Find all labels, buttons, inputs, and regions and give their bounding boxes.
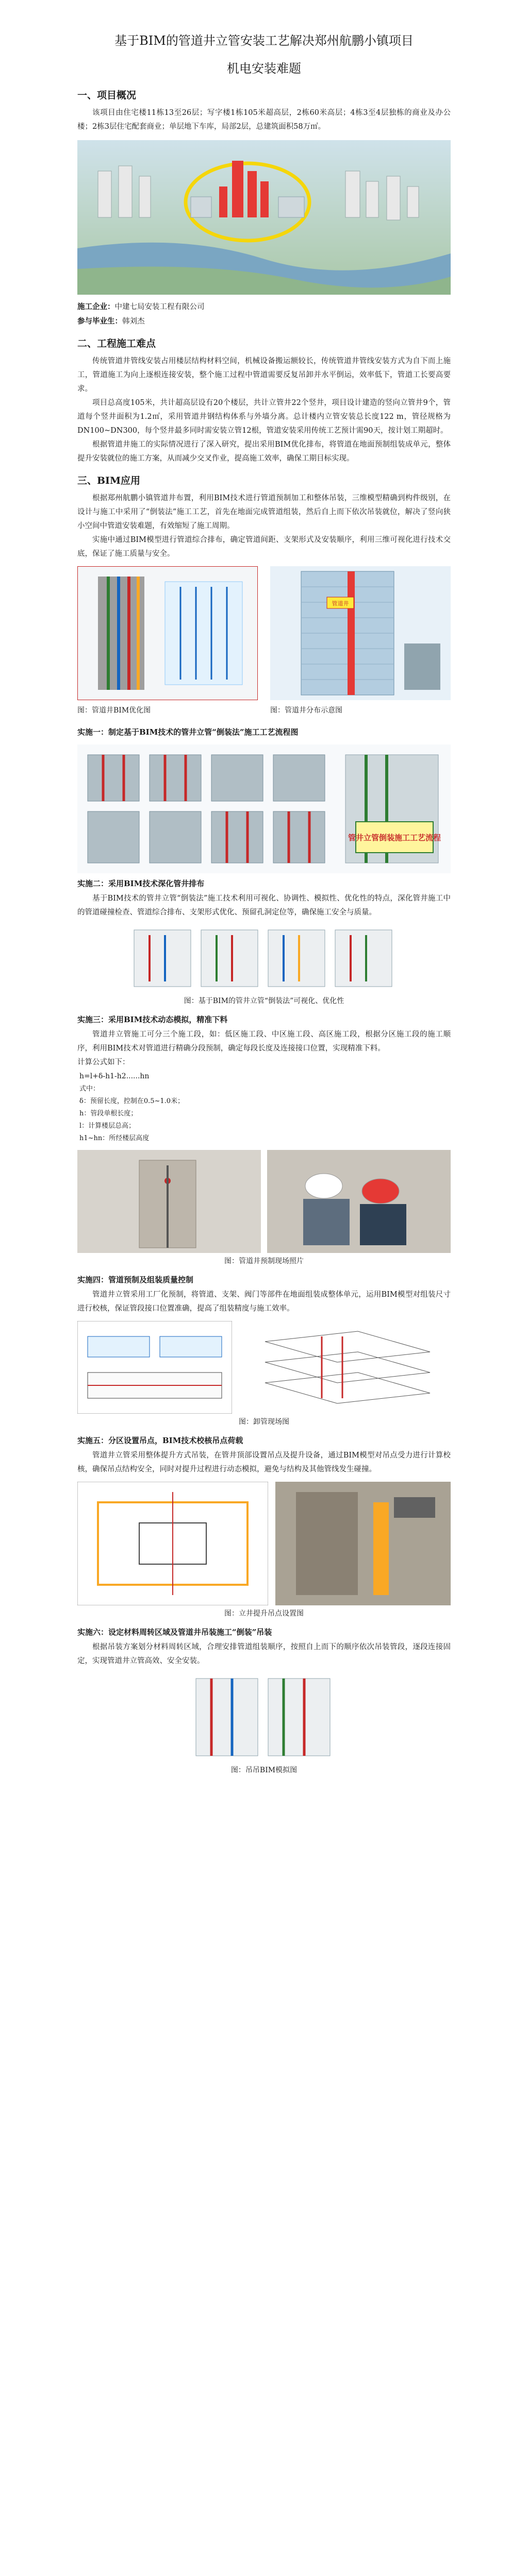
flow-figure-label: 管井立管倒装施工工艺流程 <box>348 833 441 842</box>
author-name: 韩刘杰 <box>122 317 145 326</box>
implementation-6-label: 实施六：设定材料周转区域及管道井吊装施工“倒装”吊装 <box>77 1628 272 1637</box>
difficulty-paragraph-3: 根据管道井施工的实际情况进行了深入研究，提出采用BIM优化排布，将管道在地面预制组装成单元，整体提升安装就位的施工方案，从而减少交叉作业，提高施工效率，确保工期目标实现。 <box>77 440 451 463</box>
lift-simulation-illustration <box>77 1673 451 1761</box>
formula-intro: 计算公式如下： <box>77 1058 130 1066</box>
unloading-drawing-right <box>244 1321 451 1414</box>
aerial-photo <box>77 140 451 295</box>
document-page <box>77 0 451 2576</box>
visualization-illustration <box>77 925 451 992</box>
implementation-1-label: 实施一：制定基于BIM技术的管井立管“倒装法”施工工艺流程图 <box>77 727 299 737</box>
lift-simulation-figure <box>77 1673 451 1761</box>
section-heading-difficulties: 二、工程施工难点 <box>77 338 156 349</box>
implementation-2-label: 实施二：采用BIM技术深化管井排布 <box>77 879 205 888</box>
site-photo-left <box>77 1150 261 1253</box>
document-subtitle: 机电安装难题 <box>227 61 301 76</box>
formula-note-title: 式中： <box>79 1085 100 1093</box>
implementation-3-label: 实施三：采用BIM技术动态模拟，精准下料 <box>77 1015 228 1024</box>
implementation-4-label: 实施四：管道预制及组装质量控制 <box>77 1275 194 1284</box>
implementation-5-paragraph: 管道井立管采用整体提升方式吊装，在管井顶部设置吊点及提升设备，通过BIM模型对吊点受力进行计算校核，确保吊点结构安全，同时对提升过程进行动态模拟，避免与结构及其他管线发生碰撞。 <box>77 1451 451 1473</box>
difficulty-paragraph-2: 项目总高度105米，共计超高层设有20个楼层，共计立管井22个竖井，项目设计建造的竖向立管井9个，管道每个竖井面积为1.2㎡，采用管道井钢结构体系与外墙分离。总计楼内立管安装总长度122 m，管径规格为DN100~DN300，每个竖井最多同时需安装立管12根，管道安装采用传统工艺预计需90天，按计划工期超时。 <box>77 399 451 435</box>
flow-figure <box>77 744 451 873</box>
hoist-figure-row <box>77 1482 451 1605</box>
figure-bim-optimization-caption: 图：管道井BIM优化图 <box>77 706 151 715</box>
visualization-figure <box>77 925 451 992</box>
difficulty-paragraph-1: 传统管道井管线安装占用楼层结构材料空间，机械设备搬运额较长，传统管道井管线安装方式为自下而上施工，管道施工为向上逐根连接安装，整个施工过程中管道需要反复吊卸并水平倒运，效率低下，管道工长要高要求。 <box>77 357 451 393</box>
implementation-5-label: 实施五：分区设置吊点，BIM技术校核吊点荷载 <box>77 1436 243 1445</box>
figure-bim-optimization <box>77 566 258 722</box>
figure-shaft-distribution-caption: 图：管道井分布示意图 <box>270 706 342 715</box>
author-line <box>77 314 451 329</box>
lift-simulation-caption: 图：吊吊BIM模拟图 <box>230 1766 298 1774</box>
document-title: 基于BIM的管道井立管安装工艺解决郑州航鹏小镇项目 <box>114 33 414 48</box>
bim-optimization-illustration <box>77 566 258 700</box>
hoist-caption: 图：立井提升吊点设置图 <box>224 1609 304 1618</box>
figure-shaft-distribution <box>270 566 451 722</box>
implementation-3-paragraph: 管道井立管施工可分三个施工段，如：低区施工段、中区施工段、高区施工段，根据分区施工段的施工顺序，利用BIM技术对管道进行精确分段预制，确定每段长度及连接接口位置，实现精准下料。 <box>77 1030 451 1053</box>
shaft-distribution-illustration <box>270 566 451 700</box>
unloading-figure-row <box>77 1321 451 1414</box>
formula-note-4: h1~hn：所经楼层高度 <box>79 1134 150 1142</box>
aerial-photo-illustration <box>77 140 451 295</box>
section-heading-bim: 三、BIM应用 <box>77 475 140 486</box>
builder-line <box>77 300 451 314</box>
figure-row-1 <box>77 566 451 722</box>
formula: h=l+δ-h1-h2......hn <box>79 1072 150 1080</box>
hoist-photo <box>275 1482 451 1605</box>
implementation-4-paragraph: 管道井立管采用工厂化预制，将管道、支架、阀门等部件在地面组装成整体单元，运用BIM模型对组装尺寸进行校核，保证管段接口位置准确，提高了组装精度与施工效率。 <box>77 1291 451 1313</box>
overview-paragraph: 该项目由住宅楼11栋13至26层；写字楼1栋105米超高层，2栋60米高层；4栋3至4层独栋的商业及办公楼；2栋3层住宅配套商业；单层地下车库，局部2层，总建筑面积58万㎡。 <box>77 109 451 131</box>
formula-note-3: l：计算楼层总高； <box>79 1122 136 1130</box>
site-photo-caption: 图：管道井预制现场照片 <box>224 1257 304 1265</box>
bim-paragraph-2: 实施中通过BIM模型进行管道综合排布，确定管道间距、支架形式及安装顺序，利用三维可视化进行技术交底，保证了施工质量与安全。 <box>77 536 451 558</box>
unloading-drawing-left <box>77 1321 232 1414</box>
visualization-caption: 图：基于BIM的管井立管“倒装法”可视化、优化性 <box>184 997 344 1005</box>
hoist-drawing <box>77 1482 268 1605</box>
shaft-callout-label: 管道井 <box>332 600 349 607</box>
formula-note-1: δ：预留长度，控制在0.5~1.0米； <box>79 1097 185 1105</box>
builder-label: 施工企业： <box>77 302 115 311</box>
bim-paragraph-1: 根据郑州航鹏小镇管道井布置，利用BIM技术进行管道预制加工和整体吊装，三维模型精确到构件级别，在设计与施工中采用了“倒装法”施工工艺，首先在地面完成管道组装，然后自上而下依次吊装就位，解决了竖向狭小空间中管道安装难题，有效缩短了施工周期。 <box>77 494 451 530</box>
site-photo-right <box>267 1150 451 1253</box>
flow-figure-illustration <box>77 744 451 873</box>
implementation-6-paragraph: 根据吊装方案划分材料周转区域，合理安排管道组装顺序，按照自上而下的顺序依次吊装管段，逐段连接固定，实现管道井立管高效、安全安装。 <box>77 1643 451 1665</box>
formula-note-2: h：管段单根长度； <box>79 1110 138 1117</box>
builder-name: 中建七局安装工程有限公司 <box>114 303 205 311</box>
site-photo-row <box>77 1150 451 1253</box>
implementation-2-paragraph: 基于BIM技术的管井立管“倒装法”施工技术利用可视化、协调性、模拟性、优化性的特点，深化管井施工中的管道碰撞检查、管道综合排布、支架形式优化、预留孔洞定位等，确保施工安全与质量。 <box>77 894 451 917</box>
author-label: 参与毕业生： <box>77 317 122 326</box>
section-heading-overview: 一、项目概况 <box>77 90 137 101</box>
unloading-caption: 图：卸管现场图 <box>239 1418 289 1426</box>
